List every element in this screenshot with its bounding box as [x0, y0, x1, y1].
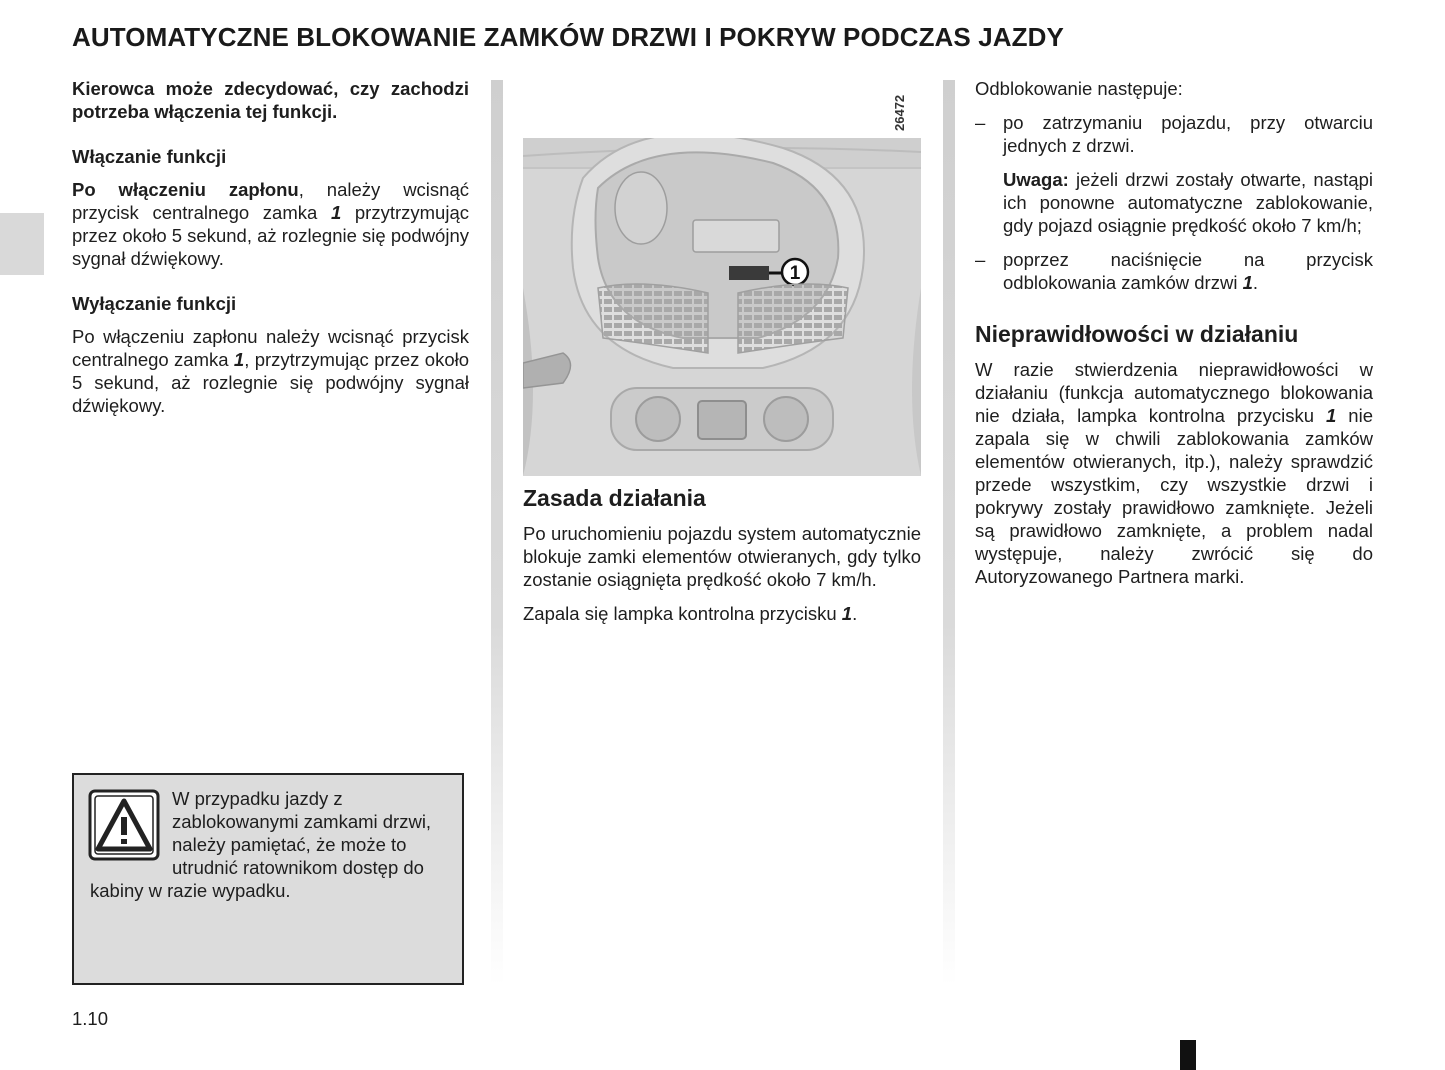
unlock-list [975, 111, 1373, 157]
fault-heading: Nieprawidłowości w działaniu [975, 321, 1299, 347]
dashboard-figure [523, 138, 921, 476]
indicator-text: Zapala się lampka kontrolna przycisku 1. [523, 603, 858, 624]
column-divider-right [943, 80, 955, 985]
left-column [72, 77, 469, 428]
principle-heading: Zasada działania [523, 485, 706, 511]
middle-column [523, 484, 921, 636]
enable-heading: Włączanie funkcji [72, 146, 227, 167]
warning-text: W przypadku jazdy z zablokowanymi zamkami drzwi, należy pamiętać, że może to utrudnić ratownikom dostęp do kabiny w razie wypadku. [90, 788, 432, 901]
page-number: 1.10 [72, 1008, 109, 1029]
callout-number: 1 [789, 263, 801, 284]
list-item: – po zatrzymaniu pojazdu, przy otwarciu jednych z drzwi. [975, 111, 1373, 157]
warning-box [72, 773, 464, 985]
fault-text: W razie stwierdzenia nieprawidłowości w działaniu (funkcja automatycznego blokowania nie działa, lampka kontrolna przycisku 1 nie zapala się w chwili zablokowania zamków elementów otwieranych, itp.), należy sprawdzić przede wszystkim, czy wszystkie drzwi i pokrywy zostały prawidłowo zamknięte. Jeżeli są prawidłowo zamknięte, a problem nadal występuje, należy zwrócić się do Autoryzowanego Partnera marki. [975, 359, 1373, 587]
unlock-list-2 [975, 248, 1373, 294]
intro-text: Kierowca może zdecydować, czy zachodzi potrzeba włączenia tej funkcji. [72, 78, 469, 122]
enable-text: Po włączeniu zapłonu, należy wcisnąć przycisk centralnego zamka 1 przytrzymując przez około 5 sekund, aż rozlegnie się podwójny sygnał dźwiękowy. [72, 179, 469, 269]
page-title: AUTOMATYCZNE BLOKOWANIE ZAMKÓW DRZWI I POKRYW PODCZAS JAZDY [72, 22, 1064, 52]
section-tab [0, 213, 44, 275]
warning-triangle-icon [88, 789, 160, 861]
disable-heading: Wyłączanie funkcji [72, 293, 237, 314]
disable-text: Po włączeniu zapłonu należy wcisnąć przycisk centralnego zamka 1, przytrzymując przez około 5 sekund, aż rozlegnie się podwójny sygnał dźwiękowy. [72, 326, 470, 416]
note-text: Uwaga: jeżeli drzwi zostały otwarte, nastąpi ich ponowne automatyczne zablokowanie, gdy pojazd osiągnie prędkość około 7 km/h; [1003, 169, 1373, 236]
principle-text: Po uruchomieniu pojazdu system automatycznie blokuje zamki elementów otwieranych, gdy tylko zostanie osiągnięta prędkość około 7 km/h. [523, 523, 921, 590]
right-column [975, 77, 1373, 599]
figure-code: 26472 [892, 94, 907, 132]
column-divider-left [491, 80, 503, 985]
page-edge-marker [1180, 1040, 1196, 1070]
unlock-intro: Odblokowanie następuje: [975, 78, 1183, 99]
list-item: – poprzez naciśnięcie na przycisk odblokowania zamków drzwi 1. [975, 248, 1373, 294]
dashboard-illustration [523, 138, 921, 476]
